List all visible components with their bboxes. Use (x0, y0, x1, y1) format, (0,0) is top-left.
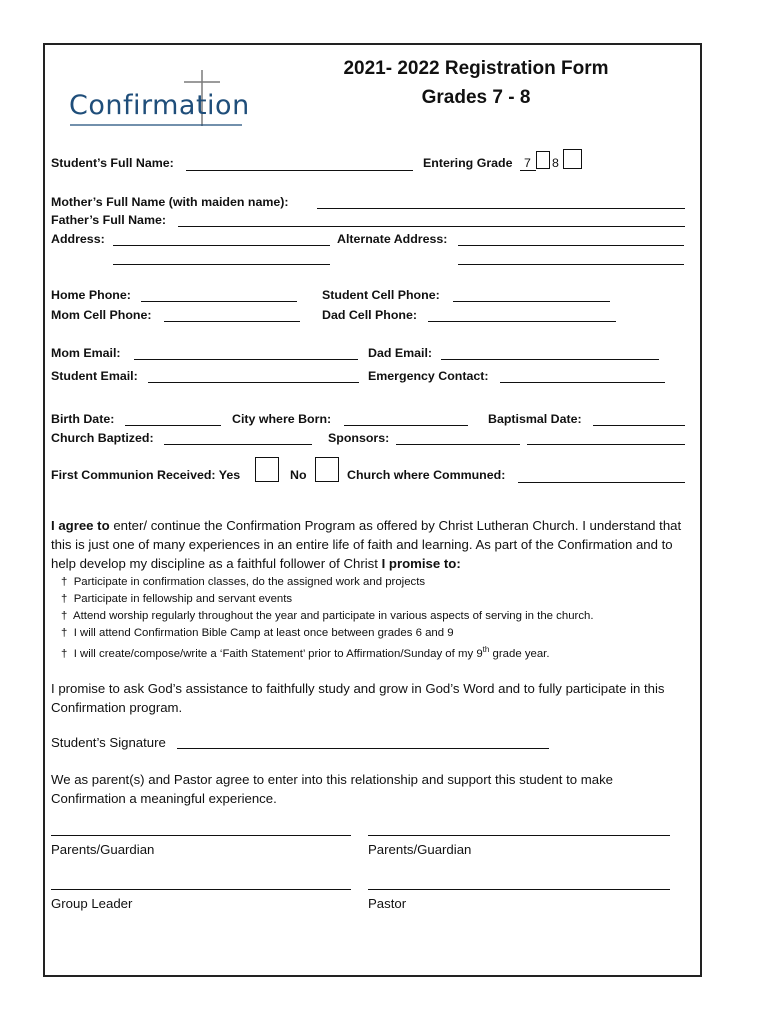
group-leader-label: Group Leader (51, 896, 133, 911)
student-email-line[interactable] (148, 382, 359, 383)
form-title: 2021- 2022 Registration Form (343, 58, 609, 79)
promise-bullet-3: † Attend worship regularly throughout the year and participate in various aspects of serving in the church. (61, 610, 594, 622)
mother-name-label: Mother’s Full Name (with maiden name): (51, 195, 289, 209)
dagger-icon: † (61, 610, 68, 622)
form-border (43, 43, 702, 977)
mom-cell-line[interactable] (164, 321, 300, 322)
city-born-line[interactable] (344, 425, 468, 426)
dad-email-line[interactable] (441, 359, 659, 360)
alternate-address-label: Alternate Address: (337, 232, 448, 246)
grade-7-checkbox[interactable] (536, 151, 550, 169)
communion-yes-checkbox[interactable] (255, 457, 279, 482)
promise-bullet-4: † I will attend Confirmation Bible Camp at least once between grades 6 and 9 (61, 627, 454, 639)
parents-paragraph: We as parent(s) and Pastor agree to enter into this relationship and support this student to make Confirmation a meaningful experience. (51, 772, 614, 806)
mom-cell-label: Mom Cell Phone: (51, 308, 152, 322)
parent-signature-line-1[interactable] (51, 835, 351, 836)
agreement-text: enter/ continue the Confirmation Program as offered by Christ Lutheran Church. I understand that this is just one of many experiences in an entire life of faith and learning. As part of the Confirmation and to help develop my discipline as a faithful follower of Christ (51, 518, 682, 571)
dad-email-label: Dad Email: (368, 346, 433, 360)
pastor-label: Pastor (368, 896, 407, 911)
birth-date-label: Birth Date: (51, 412, 115, 426)
entering-grade-label: Entering Grade (423, 156, 513, 170)
sponsor-line-1[interactable] (396, 444, 520, 445)
alternate-address-line-1[interactable] (458, 245, 684, 246)
dagger-icon: † (61, 627, 68, 639)
father-name-label: Father’s Full Name: (51, 213, 166, 227)
student-email-label: Student Email: (51, 369, 138, 383)
student-signature-line[interactable] (177, 748, 549, 749)
grade-line (520, 170, 536, 171)
mom-email-line[interactable] (134, 359, 358, 360)
church-communed-label: Church where Communed: (347, 468, 506, 482)
baptismal-date-label: Baptismal Date: (488, 412, 582, 426)
confirmation-logo (66, 68, 250, 130)
birth-date-line[interactable] (125, 425, 221, 426)
dagger-icon: † (61, 593, 68, 605)
dad-cell-label: Dad Cell Phone: (322, 308, 418, 322)
student-signature-label: Student’s Signature (51, 735, 166, 750)
address-line-1[interactable] (113, 245, 330, 246)
church-baptized-line[interactable] (164, 444, 312, 445)
student-cell-line[interactable] (453, 301, 610, 302)
mother-name-line[interactable] (317, 208, 685, 209)
promise-bullet-1: † Participate in confirmation classes, do the assigned work and projects (61, 576, 426, 588)
first-communion-label: First Communion Received: Yes (51, 468, 241, 482)
dagger-icon: † (61, 647, 68, 660)
student-cell-label: Student Cell Phone: (322, 288, 440, 302)
grade-8-label: 8 (552, 156, 559, 170)
communion-no-checkbox[interactable] (315, 457, 339, 482)
student-name-label: Student’s Full Name: (51, 156, 174, 170)
student-name-line[interactable] (186, 170, 413, 171)
agreement-paragraph (51, 516, 701, 573)
promise-paragraph: I promise to ask God’s assistance to faithfully study and grow in God’s Word and to fully participate in this Confirmation program. (51, 681, 665, 715)
communion-no-label: No (290, 468, 307, 482)
group-leader-signature-line[interactable] (51, 889, 351, 890)
agreement-lead: I agree to (51, 518, 110, 533)
father-name-line[interactable] (178, 226, 685, 227)
address-label: Address: (51, 232, 105, 246)
city-born-label: City where Born: (232, 412, 332, 426)
grade-8-checkbox[interactable] (563, 149, 582, 169)
form-subtitle: Grades 7 - 8 (421, 87, 531, 108)
parents-guardian-label-2: Parents/Guardian (368, 842, 472, 857)
promise-bullet-2: † Participate in fellowship and servant events (61, 593, 293, 605)
home-phone-label: Home Phone: (51, 288, 131, 302)
church-baptized-label: Church Baptized: (51, 431, 154, 445)
alternate-address-line-2[interactable] (458, 264, 684, 265)
emergency-contact-label: Emergency Contact: (368, 369, 489, 383)
mom-email-label: Mom Email: (51, 346, 121, 360)
pastor-signature-line[interactable] (368, 889, 670, 890)
parent-signature-line-2[interactable] (368, 835, 670, 836)
baptismal-date-line[interactable] (593, 425, 685, 426)
home-phone-line[interactable] (141, 301, 297, 302)
emergency-contact-line[interactable] (500, 382, 665, 383)
address-line-2[interactable] (113, 264, 330, 265)
sponsors-label: Sponsors: (328, 431, 390, 445)
logo-text: Confirmation (69, 90, 250, 121)
sponsor-line-2[interactable] (527, 444, 685, 445)
dagger-icon: † (61, 576, 68, 588)
church-communed-line[interactable] (518, 482, 685, 483)
grade-7-label: 7 (524, 156, 531, 170)
dad-cell-line[interactable] (428, 321, 616, 322)
promise-lead: I promise to: (381, 556, 461, 571)
parents-guardian-label-1: Parents/Guardian (51, 842, 155, 857)
promise-bullet-5: † I will create/compose/write a ‘Faith Statement’ prior to Affirmation/Sunday of my 9th grade year. (61, 645, 550, 660)
